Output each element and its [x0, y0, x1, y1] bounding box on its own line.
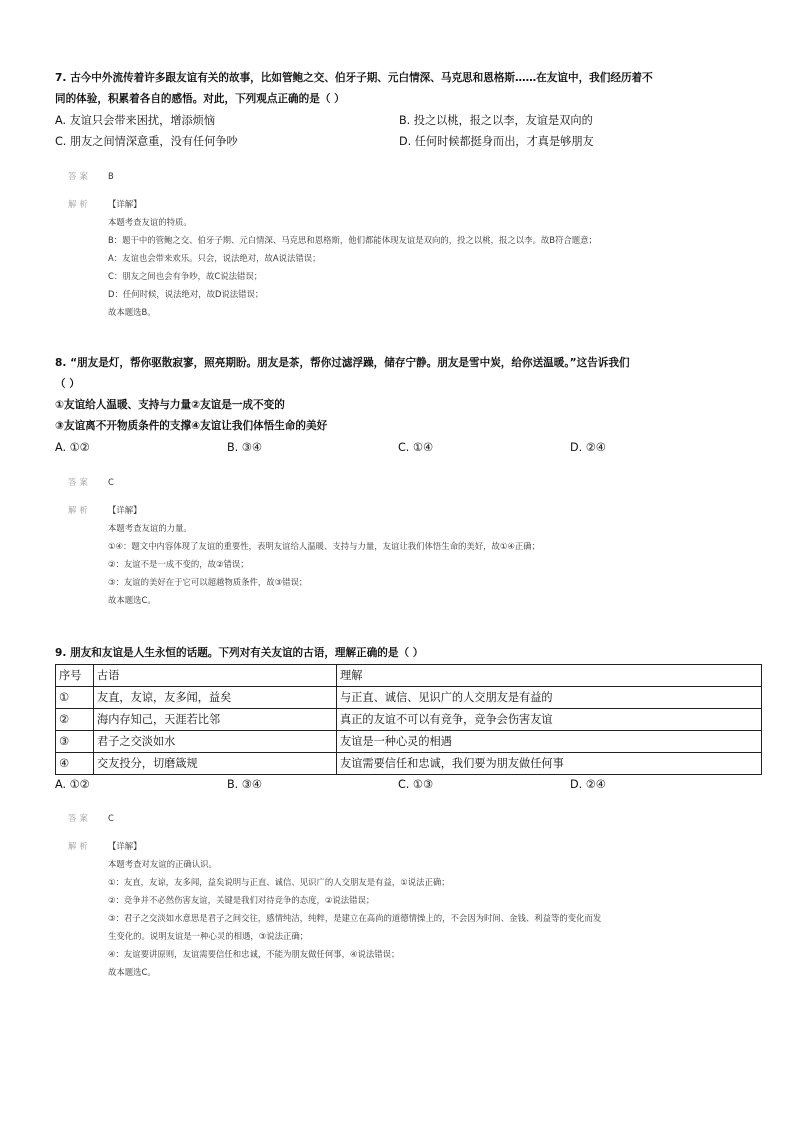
- explanation-body: [108, 195, 738, 321]
- explanation-line: 【详解】: [108, 505, 142, 515]
- option-c: C. 朋友之间情深意重，没有任何争吵: [55, 135, 238, 148]
- explanation-line: ①：友直，友谅，友多闻，益矣说明与正直、诚信、见识广的人交朋友是有益，①说法正确；: [108, 877, 450, 887]
- option-a: A. ①②: [55, 441, 90, 454]
- table-header-cell: 古语: [94, 665, 337, 687]
- explanation: [68, 195, 738, 321]
- table-row: [56, 709, 762, 731]
- question-stem-continued: 同的体验，积累着各自的感悟。对此，下列观点正确的是（ ）: [55, 93, 345, 105]
- explanation-line: D：任何时候，说法绝对，故D说法错误；: [108, 289, 264, 299]
- question-7: [55, 68, 745, 152]
- option-d: D. ②④: [570, 778, 606, 791]
- table-cell: 交友投分，切磨箴规: [94, 753, 337, 775]
- explanation: [68, 837, 738, 981]
- option-d: D. 任何时候都挺身而出，才真是够朋友: [399, 135, 594, 148]
- explanation-line: 故本题选C。: [108, 595, 156, 605]
- explanation: [68, 501, 738, 609]
- question-9-options: [55, 774, 745, 795]
- table-cell: 真正的友谊不可以有竞争，竞争会伤害友谊: [337, 709, 762, 731]
- answer-label: 答案: [68, 477, 91, 487]
- explanation-label: 解析: [68, 841, 91, 851]
- table-cell: ②: [56, 709, 94, 731]
- option-row: [55, 131, 745, 152]
- explanation-line: 本题考查对友谊的正确认识。: [108, 859, 217, 869]
- explanation-line: 【详解】: [108, 841, 142, 851]
- table-cell: 友谊是一种心灵的相遇: [337, 731, 762, 753]
- proverb-table: [55, 664, 762, 775]
- option-b: B. ③④: [227, 441, 262, 454]
- explanation-line: C：朋友之间也会有争吵，故C说法错误；: [108, 271, 263, 281]
- statements-line: ①友谊给人温暖、支持与力量②友谊是一成不变的: [55, 399, 285, 411]
- explanation-body: [108, 501, 738, 609]
- answer-block-9: [68, 810, 738, 981]
- explanation-line: 故本题选B。: [108, 307, 156, 317]
- table-cell: 君子之交淡如水: [94, 731, 337, 753]
- explanation-line: ④：友谊要讲原则，友谊需要信任和忠诚，不能为朋友做任何事，④说法错误；: [108, 949, 400, 959]
- answer-label: 答案: [68, 171, 91, 181]
- answer-value: C: [108, 477, 114, 487]
- answer-line: [68, 168, 738, 184]
- table-row: [56, 687, 762, 709]
- table-cell: ④: [56, 753, 94, 775]
- answer-value: C: [108, 813, 114, 823]
- option-c: C. ①④: [398, 441, 433, 454]
- option-a: A. ①②: [55, 778, 90, 791]
- table-cell: 友谊需要信任和忠诚，我们要为朋友做任何事: [337, 753, 762, 775]
- table-row: [56, 753, 762, 775]
- option-c: C. ①③: [398, 778, 433, 791]
- answer-line: [68, 810, 738, 826]
- explanation-body: [108, 837, 738, 981]
- answer-line: [68, 474, 738, 490]
- explanation-line: 本题考查友谊的特质。: [108, 217, 192, 227]
- table-cell: 海内存知己，天涯若比邻: [94, 709, 337, 731]
- explanation-label: 解析: [68, 505, 91, 515]
- explanation-line: ③：君子之交淡如水意思是君子之间交往，感情纯洁，纯粹，是建立在高尚的道德情操上的，不会因为时间、金钱、利益等的变化而发: [108, 913, 602, 923]
- table-cell: ①: [56, 687, 94, 709]
- table-header-cell: 序号: [56, 665, 94, 687]
- explanation-line: B：题干中的管鲍之交、伯牙子期、元白情深、马克思和恩格斯，他们都能体现友谊是双向的，投之以桃，报之以李。故B符合题意；: [108, 235, 597, 245]
- option-row: [55, 437, 745, 458]
- question-stem-continued: （ ）: [55, 378, 80, 390]
- table-header-cell: 理解: [337, 665, 762, 687]
- question-8: [55, 353, 745, 458]
- table-cell: ③: [56, 731, 94, 753]
- option-row: [55, 110, 745, 131]
- explanation-label: 解析: [68, 199, 91, 209]
- option-a: A. 友谊只会带来困扰，增添烦恼: [55, 114, 216, 127]
- option-b: B. ③④: [227, 778, 262, 791]
- explanation-line: A：友谊也会带来欢乐。只会，说法绝对，故A说法错误；: [108, 253, 321, 263]
- question-9: [55, 643, 745, 664]
- explanation-line: 生变化的。说明友谊是一种心灵的相遇，③说法正确；: [108, 931, 309, 941]
- answer-block-7: [68, 168, 738, 321]
- explanation-line: 【详解】: [108, 199, 142, 209]
- statements-line: ③友谊离不开物质条件的支撑④友谊让我们体悟生命的美好: [55, 420, 328, 432]
- table-cell: 友直，友谅，友多闻，益矣: [94, 687, 337, 709]
- table-row: [56, 731, 762, 753]
- answer-block-8: [68, 474, 738, 609]
- answer-label: 答案: [68, 813, 91, 823]
- explanation-line: ②：竞争并不必然伤害友谊，关键是我们对待竞争的态度，②说法错误；: [108, 895, 375, 905]
- explanation-line: 本题考查友谊的力量。: [108, 523, 192, 533]
- question-stem: 7. 古今中外流传着许多跟友谊有关的故事，比如管鲍之交、伯牙子期、元白情深、马克思和恩格斯……在友谊中，我们经历着不: [55, 72, 653, 84]
- option-d: D. ②④: [570, 441, 606, 454]
- explanation-line: ③：友谊的美好在于它可以超越物质条件，故③错误；: [108, 577, 308, 587]
- table-cell: 与正直、诚信、见识广的人交朋友是有益的: [337, 687, 762, 709]
- question-stem: 8. “朋友是灯，帮你驱散寂寥，照亮期盼。朋友是茶，帮你过滤浮躁，储存宁静。朋友是雪中炭，给你送温暖。”这告诉我们: [55, 357, 630, 369]
- option-b: B. 投之以桃，报之以李，友谊是双向的: [399, 114, 593, 127]
- explanation-line: 故本题选C。: [108, 967, 156, 977]
- explanation-line: ①④：题文中内容体现了友谊的重要性，表明友谊给人温暖、支持与力量，友谊让我们体悟生命的美好，故①④正确；: [108, 541, 541, 551]
- question-stem: 9. 朋友和友谊是人生永恒的话题。下列对有关友谊的古语，理解正确的是（ ）: [55, 647, 424, 659]
- option-row: [55, 774, 745, 795]
- table-header-row: [56, 665, 762, 687]
- answer-value: B: [108, 171, 114, 181]
- explanation-line: ②：友谊不是一成不变的，故②错误；: [108, 559, 249, 569]
